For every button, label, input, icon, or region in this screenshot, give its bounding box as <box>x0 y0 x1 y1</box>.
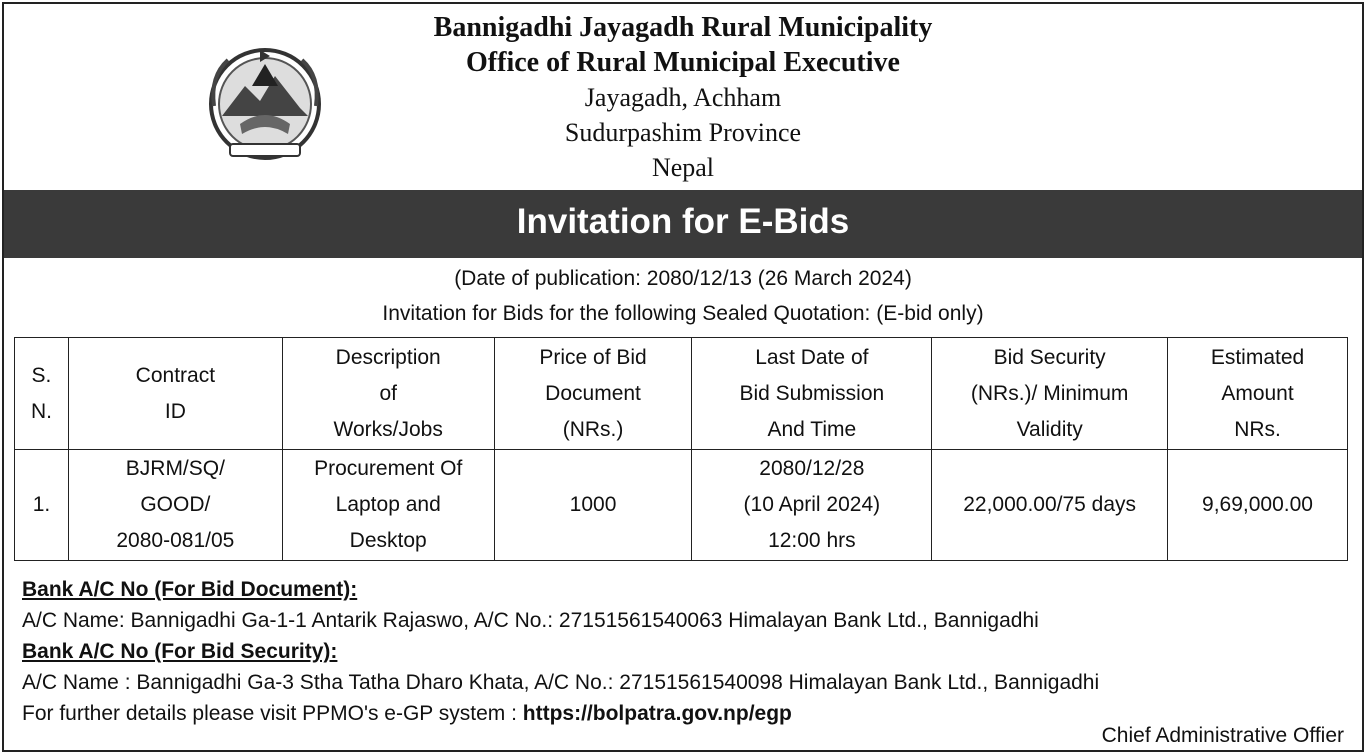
table-row <box>15 450 1348 561</box>
bank-doc-heading: Bank A/C No (For Bid Document): <box>22 578 358 601</box>
cell-last-date: 2080/12/28 (10 April 2024) 12:00 hrs <box>692 450 932 561</box>
header-last-date: Last Date of Bid Submission And Time <box>692 338 932 450</box>
banner-title: Invitation for E-Bids <box>4 190 1362 258</box>
header-estimated-amount: Estimated Amount NRs. <box>1168 338 1348 450</box>
office-name: Office of Rural Municipal Executive <box>466 47 900 78</box>
further-details-text: For further details please visit PPMO's e-GP system : <box>22 702 523 725</box>
notice-frame <box>2 2 1364 752</box>
cell-bid-security: 22,000.00/75 days <box>932 450 1168 561</box>
header-bid-security: Bid Security (NRs.)/ Minimum Validity <box>932 338 1168 450</box>
header-sn: S. N. <box>15 338 69 450</box>
bank-details <box>22 574 1352 729</box>
cell-contract-id: BJRM/SQ/ GOOD/ 2080-081/05 <box>68 450 282 561</box>
bank-security-line: A/C Name : Bannigadhi Ga-3 Stha Tatha Dharo Khata, A/C No.: 27151561540098 Himalayan Bank Ltd., Bannigadhi <box>22 671 1100 694</box>
address-line-3: Nepal <box>651 153 715 182</box>
cell-estimated-amount: 9,69,000.00 <box>1168 450 1348 561</box>
bank-security-heading: Bank A/C No (For Bid Security): <box>22 640 338 663</box>
municipality-name: Bannigadhi Jayagadh Rural Municipality <box>433 12 933 43</box>
address-line-1: Jayagadh, Achham <box>584 83 782 112</box>
cell-price: 1000 <box>494 450 692 561</box>
publication-date: (Date of publication: 2080/12/13 (26 March 2024) <box>454 267 912 290</box>
header <box>4 4 1362 190</box>
header-text <box>4 10 1362 185</box>
header-contract-id: Contract ID <box>68 338 282 450</box>
bids-table <box>14 337 1348 561</box>
cell-description: Procurement Of Laptop and Desktop <box>282 450 494 561</box>
bank-doc-line: A/C Name: Bannigadhi Ga-1-1 Antarik Rajaswo, A/C No.: 27151561540063 Himalayan Bank Ltd., Bannigadhi <box>22 609 1039 632</box>
subheading: Invitation for Bids for the following Sealed Quotation: (E-bid only) <box>382 302 984 325</box>
address-line-2: Sudurpashim Province <box>564 118 802 147</box>
signer: Chief Administrative Offier <box>1101 724 1344 747</box>
header-price: Price of Bid Document (NRs.) <box>494 338 692 450</box>
egp-link[interactable]: https://bolpatra.gov.np/egp <box>522 702 792 725</box>
table-header-row <box>15 338 1348 450</box>
cell-sn: 1. <box>15 450 69 561</box>
header-description: Description of Works/Jobs <box>282 338 494 450</box>
